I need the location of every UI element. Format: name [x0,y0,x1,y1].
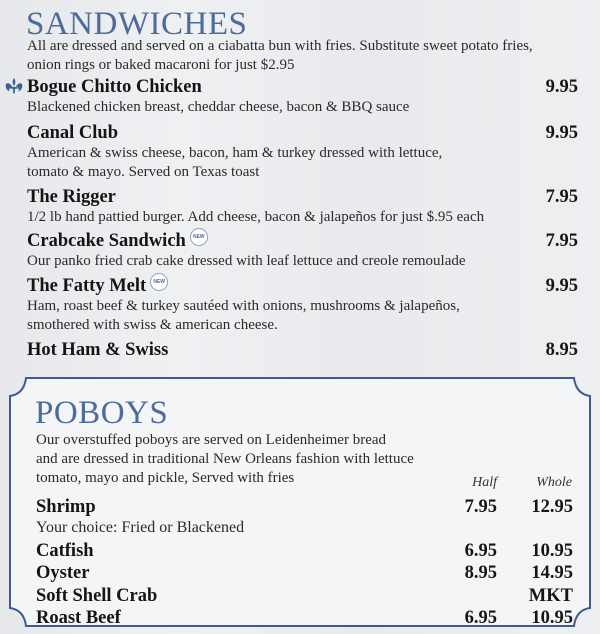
item-name: Roast Beef [36,608,121,628]
item-description: smothered with swiss & american cheese. [27,317,278,333]
menu-item-crabcake-sandwich [27,230,578,271]
poboys-description [36,431,414,488]
whole-price: 14.95 [531,563,573,583]
half-price: 6.95 [464,541,497,561]
half-price: 6.95 [464,608,497,628]
item-description: tomato & mayo. Served on Texas toast [27,164,260,180]
item-name: Soft Shell Crab [36,586,158,606]
whole-price: 10.95 [531,541,573,561]
item-name: Canal Club [27,123,118,143]
whole-price: 10.95 [531,608,573,628]
item-name: Hot Ham & Swiss [27,340,169,360]
poboy-item-shrimp [36,496,573,537]
item-name: Shrimp [36,497,96,517]
item-name: Oyster [36,563,90,583]
description-line: and are dressed in traditional New Orleans fashion with lettuce [36,451,414,467]
item-name: Bogue Chitto Chicken [27,77,202,97]
description-line: onion rings or baked macaroni for just $2.95 [27,57,295,73]
item-name: Catfish [36,541,94,561]
new-badge: NEW [150,273,168,291]
menu-item-the-fatty-melt [27,275,578,335]
menu-item-hot-ham-swiss [27,339,578,361]
item-name-row [27,275,578,297]
column-header-half: Half [472,475,497,490]
item-name: The Fatty Melt [27,276,147,296]
item-description: Ham, roast beef & turkey sautéed with onions, mushrooms & jalapeños, [27,298,460,314]
description-line: tomato, mayo and pickle, Served with fries [36,470,295,486]
item-price: 9.95 [545,77,578,97]
menu-item-canal-club [27,122,578,182]
poboy-item-soft-shell-crab [36,585,573,607]
item-price: 9.95 [545,276,578,296]
half-price: 7.95 [464,497,497,517]
item-description: Your choice: Fried or Blackened [36,519,245,536]
menu-item-the-rigger [27,186,578,227]
item-description: Blackened chicken breast, cheddar cheese, bacon & BBQ sauce [27,99,410,115]
item-name-row [27,230,578,252]
item-description: 1/2 lb hand pattied burger. Add cheese, bacon & jalapeños for just $.95 each [27,209,485,225]
half-price: 8.95 [464,563,497,583]
whole-price: 12.95 [531,497,573,517]
item-price: 8.95 [545,340,578,360]
poboy-item-catfish [36,540,573,562]
whole-price: MKT [528,586,573,606]
fleur-de-lis-icon [5,77,23,100]
menu-item-bogue-chitto-chicken [27,76,578,117]
item-price: 9.95 [545,123,578,143]
item-price: 7.95 [545,231,578,251]
poboy-item-oyster [36,562,573,584]
item-name: The Rigger [27,187,116,207]
new-badge: NEW [190,228,208,246]
item-name: Crabcake Sandwich [27,231,186,251]
item-price: 7.95 [545,187,578,207]
item-description: Our panko fried crab cake dressed with leaf lettuce and creole remoulade [27,253,466,269]
sandwiches-title: SANDWICHES [26,6,248,42]
poboy-item-roast-beef [36,607,573,629]
description-line: Our overstuffed poboys are served on Leidenheimer bread [36,432,387,448]
column-header-whole: Whole [536,475,572,490]
description-line: All are dressed and served on a ciabatta bun with fries. Substitute sweet potato fries, [27,38,533,54]
item-description: American & swiss cheese, bacon, ham & turkey dressed with lettuce, [27,145,443,161]
sandwiches-description [27,37,533,75]
poboys-title: POBOYS [35,395,169,431]
